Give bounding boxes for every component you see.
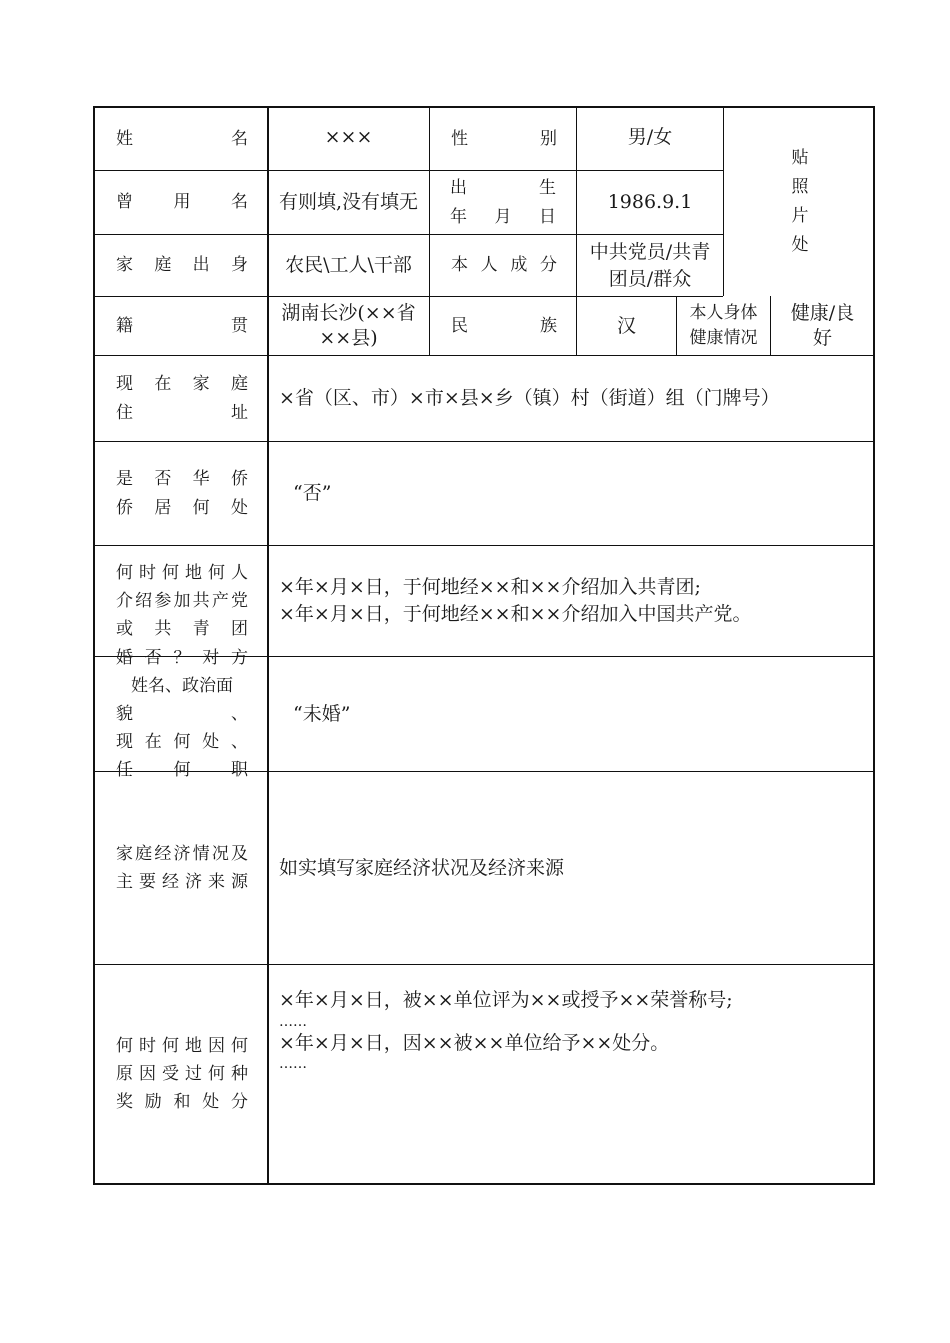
family-origin-label-cell <box>95 235 267 296</box>
status-value: 中共党员/共青团员/群众 <box>589 240 711 290</box>
party-label-line3: 或共青团 <box>116 619 248 640</box>
health-value-cell[interactable] <box>771 297 874 355</box>
overseas-value: “否” <box>293 482 332 505</box>
photo-label: 贴 照 片 处 <box>791 148 809 255</box>
native-place-value-cell[interactable] <box>268 297 429 355</box>
rewards-value-line2: …… <box>279 1013 307 1030</box>
birth-value-cell[interactable] <box>577 171 723 234</box>
name-label: 姓名 <box>116 128 248 149</box>
family-origin-value-cell[interactable] <box>268 235 429 296</box>
health-value: 健康/良好 <box>790 302 855 349</box>
marriage-label-line4: 任何职 <box>116 760 248 781</box>
family-origin-value: 农民\工人\干部 <box>285 254 412 277</box>
economy-value-cell[interactable] <box>269 772 874 964</box>
marriage-label-cell <box>95 647 267 781</box>
marriage-label-line1: 婚否？对方 <box>116 647 248 668</box>
rewards-label-line2: 原因受过何种 <box>116 1063 248 1084</box>
gender-value: 男/女 <box>627 126 673 148</box>
status-label: 本人成分 <box>451 255 557 276</box>
ethnicity-label-cell <box>430 297 576 355</box>
marriage-label-line3: 现在何处、 <box>116 732 248 753</box>
name-value-cell[interactable] <box>268 108 429 170</box>
address-label-line2: 住址 <box>116 402 248 423</box>
native-place-label-cell <box>95 297 267 355</box>
economy-value: 如实填写家庭经济状况及经济来源 <box>279 856 565 879</box>
gender-label: 性别 <box>451 128 557 149</box>
former-name-label-cell <box>95 171 267 234</box>
party-value-line1: ×年×月×日，于何地经××和××介绍加入共青团; <box>279 576 701 599</box>
address-value: ×省（区、市）×市×县×乡（镇）村（街道）组（门牌号） <box>279 387 780 410</box>
birth-label-cell <box>430 171 576 234</box>
rewards-label-line1: 何时何地因何 <box>116 1035 248 1056</box>
status-label-cell <box>430 235 576 296</box>
overseas-value-cell[interactable] <box>269 442 874 545</box>
status-value-cell[interactable] <box>577 235 723 296</box>
economy-label-line1: 家庭经济情况及 <box>116 843 248 864</box>
party-value-line2: ×年×月×日，于何地经××和××介绍加入中国共产党。 <box>279 603 752 625</box>
photo-placeholder[interactable] <box>724 108 874 296</box>
rewards-value-cell[interactable] <box>269 965 874 1183</box>
birth-label-line2: 年月日 <box>450 206 556 227</box>
native-place-value: 湖南长沙(××省××县) <box>281 302 416 349</box>
former-name-value-cell[interactable] <box>268 171 429 234</box>
overseas-label-line1: 是否华侨 <box>116 469 248 490</box>
family-origin-label: 家庭出身 <box>116 255 248 276</box>
name-value: ××× <box>324 126 373 148</box>
address-value-cell[interactable] <box>269 356 874 441</box>
party-value-cell[interactable] <box>269 546 874 656</box>
rewards-label-line3: 奖励和处分 <box>116 1092 248 1113</box>
name-label-cell <box>95 108 267 170</box>
rewards-value-line4: …… <box>279 1056 307 1073</box>
marriage-value-cell[interactable] <box>269 657 874 771</box>
former-name-value: 有则填,没有填无 <box>278 191 419 214</box>
birth-value: 1986.9.1 <box>607 191 693 214</box>
registration-form <box>93 106 875 1185</box>
marriage-value: “未婚” <box>293 702 351 725</box>
former-name-label: 曾用名 <box>116 192 248 213</box>
ethnicity-value-cell[interactable] <box>577 297 676 355</box>
ethnicity-label: 民族 <box>451 315 557 336</box>
birth-label-line1: 出生 <box>450 178 556 199</box>
native-place-label: 籍贯 <box>116 315 248 336</box>
party-label-cell <box>95 546 267 656</box>
economy-label-cell <box>95 772 267 964</box>
ethnicity-value: 汉 <box>616 314 636 337</box>
rewards-label-cell <box>95 965 267 1183</box>
address-label-line1: 现在家庭 <box>116 374 248 395</box>
rewards-value-line3: ×年×月×日，因××被××单位给予××处分。 <box>279 1031 670 1054</box>
health-label-cell <box>677 297 770 355</box>
overseas-label-line2: 侨居何处 <box>116 497 248 518</box>
address-label-cell <box>95 356 267 441</box>
party-label-line1: 何时何地何人 <box>116 562 248 583</box>
economy-label-line2: 主要经济来源 <box>116 872 248 892</box>
gender-label-cell <box>430 108 576 170</box>
overseas-label-cell <box>95 442 267 545</box>
party-label-line2: 介绍参加共产党 <box>116 590 248 611</box>
gender-value-cell[interactable] <box>577 108 723 170</box>
rewards-value-line1: ×年×月×日，被××单位评为××或授予××荣誉称号; <box>279 989 733 1011</box>
health-label: 本人身体健康情况 <box>689 302 758 348</box>
marriage-label-line2: 姓名、政治面貌、 <box>116 675 248 724</box>
